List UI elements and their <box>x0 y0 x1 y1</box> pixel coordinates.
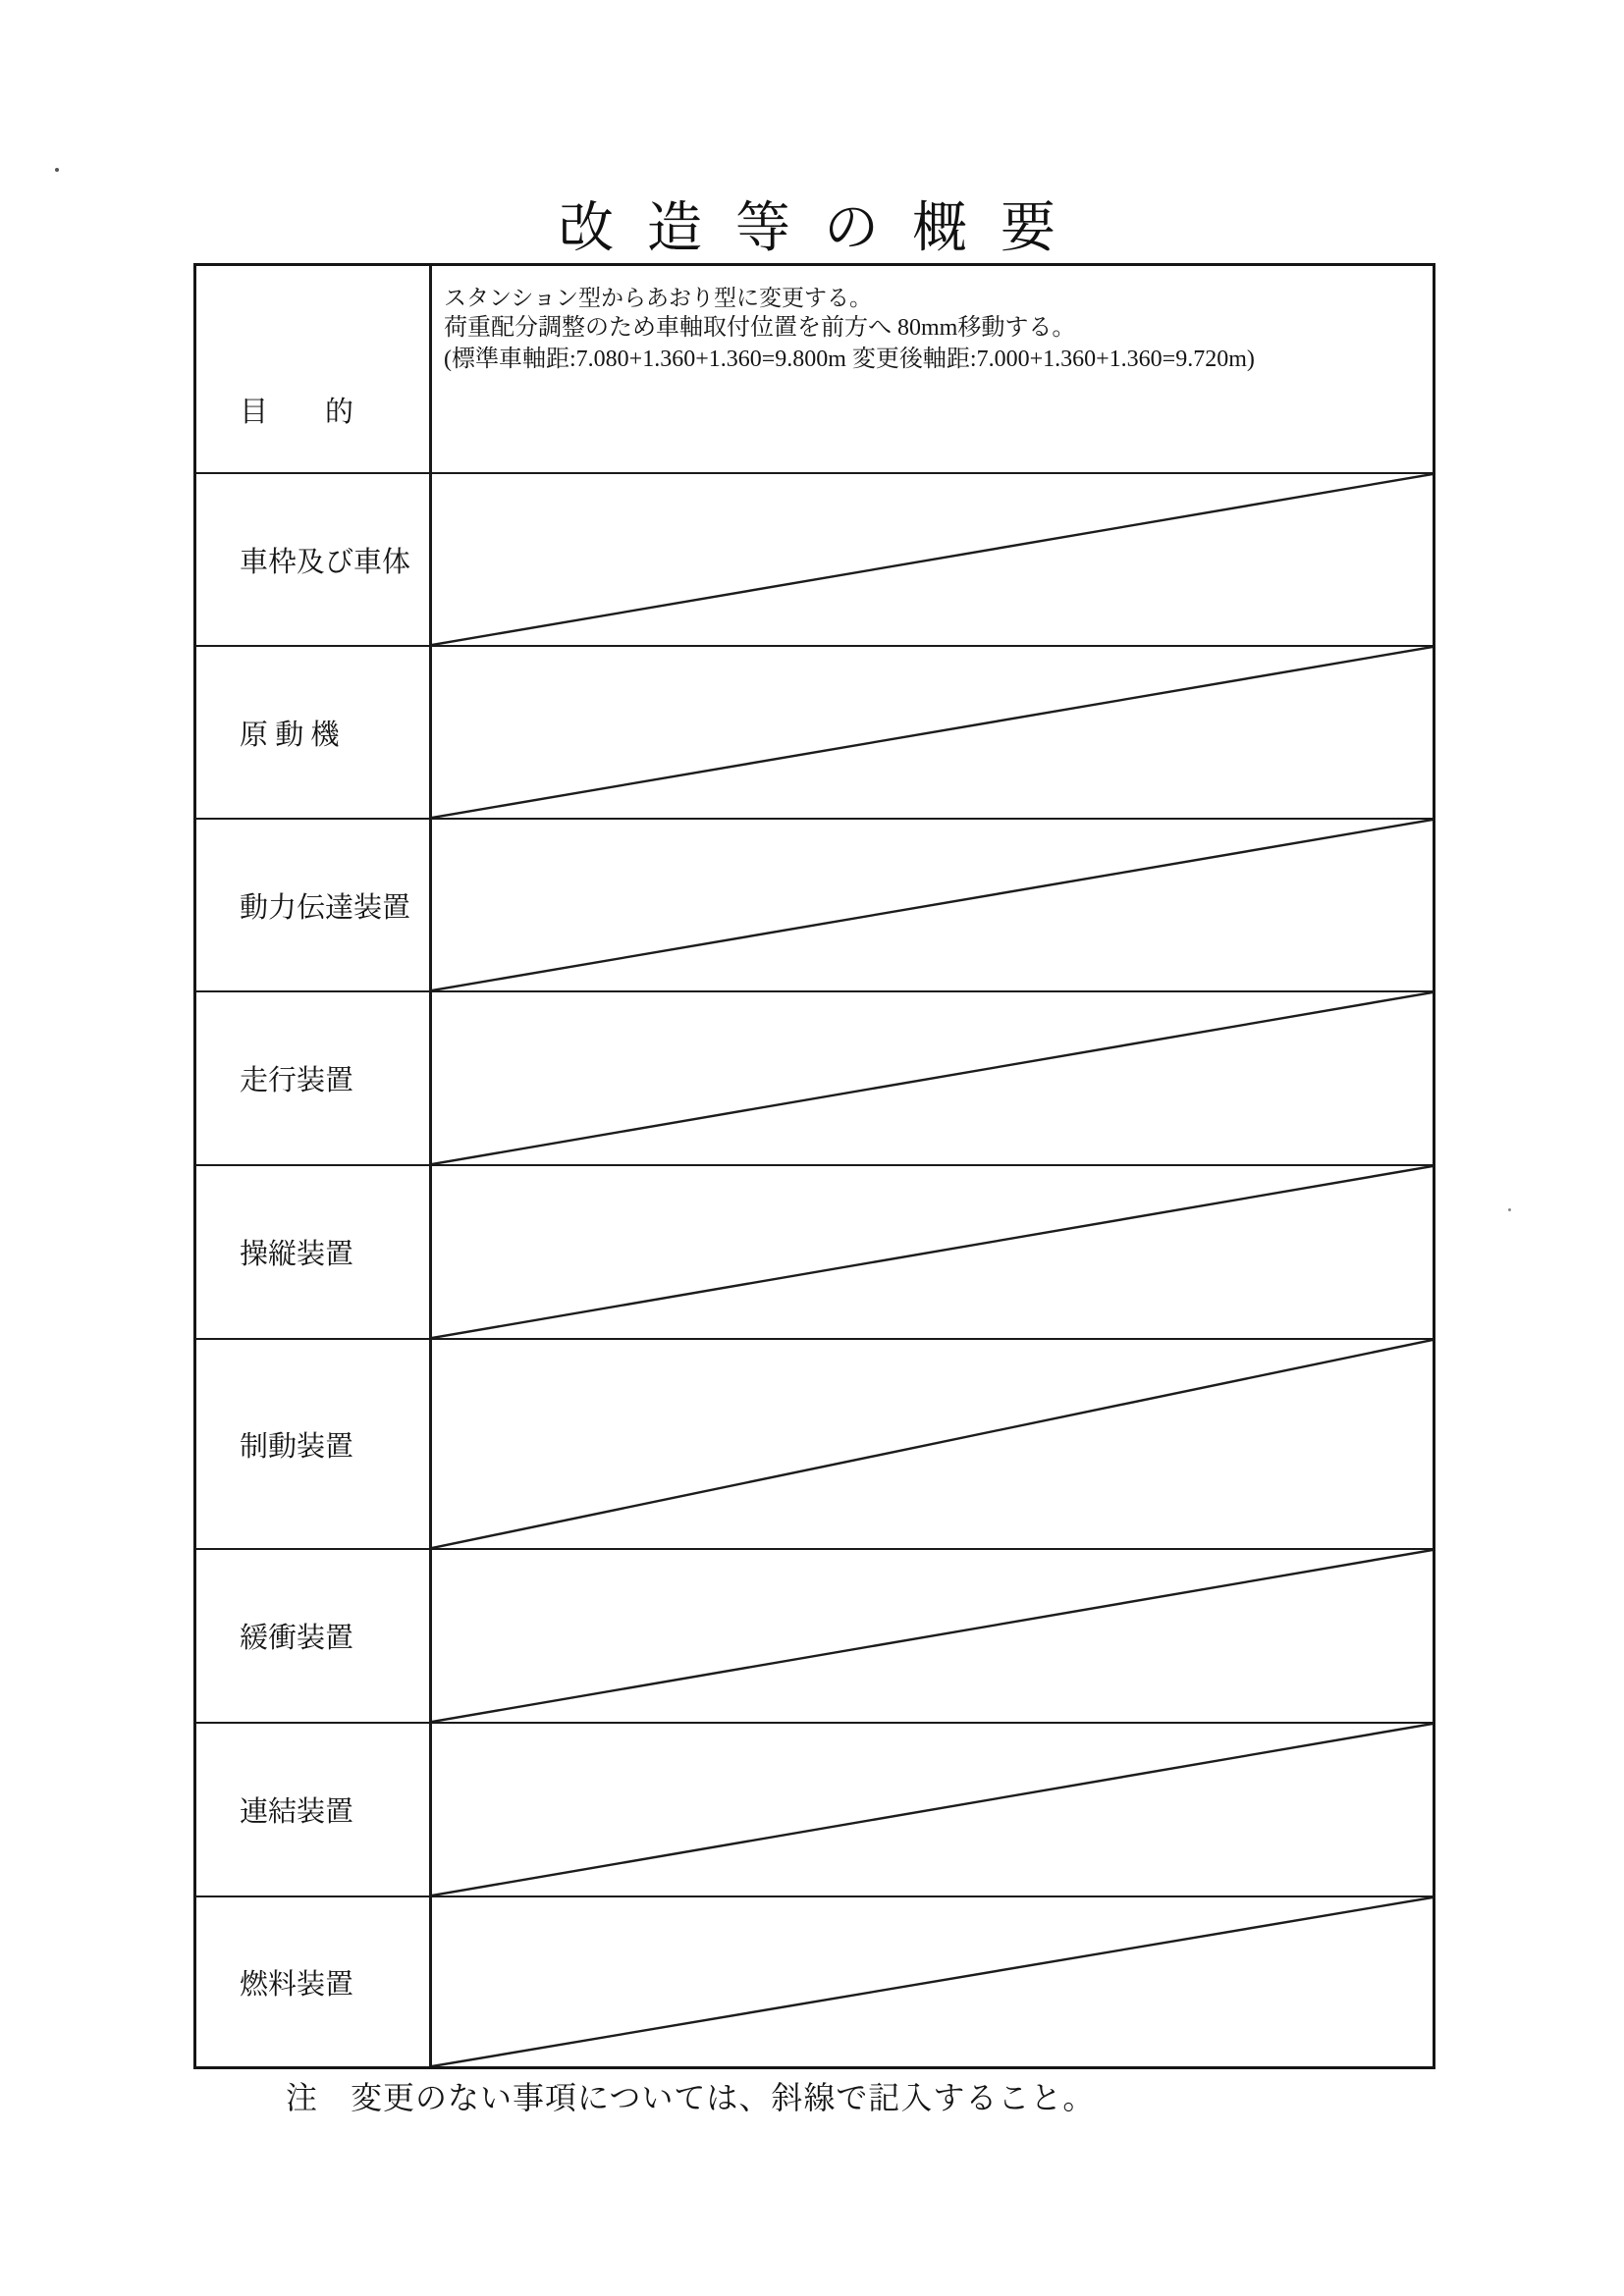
table-row-braking <box>196 1338 1433 1548</box>
table-row-suspension <box>196 1548 1433 1722</box>
row-label-engine: 原 動 機 <box>240 719 340 751</box>
table-row-steering <box>196 1164 1433 1338</box>
row-content-cell <box>432 1166 1433 1338</box>
row-label-cell <box>196 1340 432 1548</box>
row-label-cell <box>196 1550 432 1722</box>
table-row-power-transmission <box>196 818 1433 990</box>
table-row-running-gear <box>196 990 1433 1164</box>
row-label-fuel-system: 燃料装置 <box>240 1968 354 2001</box>
row-content-cell <box>432 474 1433 645</box>
row-content-cell <box>432 1897 1433 2066</box>
scan-speck <box>1508 1208 1511 1211</box>
row-label-cell <box>196 647 432 818</box>
row-label-braking: 制動装置 <box>240 1430 354 1463</box>
row-label-suspension: 緩衝装置 <box>240 1623 354 1654</box>
no-change-diagonal-line <box>432 820 1433 990</box>
no-change-diagonal-line <box>432 647 1433 818</box>
no-change-diagonal-line <box>432 1897 1433 2066</box>
no-change-diagonal-line <box>432 1166 1433 1338</box>
row-label-cell <box>196 820 432 990</box>
purpose-line-3: (標準車軸距:7.080+1.360+1.360=9.800m 変更後軸距:7.000+1.360+1.360=9.720m) <box>444 347 1255 373</box>
row-content-cell <box>432 992 1433 1164</box>
row-content-cell <box>432 1340 1433 1548</box>
scan-speck <box>55 168 59 172</box>
row-label-frame-and-body: 車枠及び車体 <box>240 546 411 578</box>
table-row-engine <box>196 645 1433 818</box>
row-label-cell <box>196 1724 432 1896</box>
row-content-cell <box>432 1550 1433 1722</box>
no-change-diagonal-line <box>432 1724 1433 1896</box>
row-label-steering: 操縦装置 <box>240 1239 354 1270</box>
purpose-text <box>432 266 1433 376</box>
table-row-coupling <box>196 1722 1433 1896</box>
purpose-line-2: 荷重配分調整のため車軸取付位置を前方へ 80mm移動する。 <box>444 315 1076 342</box>
no-change-diagonal-line <box>432 992 1433 1164</box>
page-title: 改 造 等 の 概 要 <box>559 198 1065 259</box>
row-label-cell <box>196 1166 432 1338</box>
table-row-fuel-system <box>196 1896 1433 2066</box>
row-content-cell <box>432 647 1433 818</box>
modification-summary-table <box>193 263 1435 2069</box>
row-label-power-transmission: 動力伝達装置 <box>240 891 411 924</box>
row-label-cell <box>196 992 432 1164</box>
no-change-diagonal-line <box>432 1550 1433 1722</box>
row-label-cell <box>196 1897 432 2066</box>
row-label-coupling: 連結装置 <box>240 1796 354 1828</box>
row-content-cell <box>432 820 1433 990</box>
row-label-purpose: 目 的 <box>240 397 354 428</box>
purpose-line-1: スタンション型からあおり型に変更する。 <box>444 286 872 310</box>
row-label-cell <box>196 474 432 645</box>
row-label-running-gear: 走行装置 <box>240 1065 354 1096</box>
table-row-frame-and-body <box>196 472 1433 645</box>
no-change-diagonal-line <box>432 474 1433 645</box>
row-content-cell <box>432 1724 1433 1896</box>
table-row-purpose <box>196 266 1433 472</box>
row-label-cell-purpose <box>196 266 432 472</box>
footnote: 注 変更のない事項については、斜線で記入すること。 <box>286 2080 1096 2115</box>
no-change-diagonal-line <box>432 1340 1433 1548</box>
purpose-content-cell <box>432 266 1433 472</box>
